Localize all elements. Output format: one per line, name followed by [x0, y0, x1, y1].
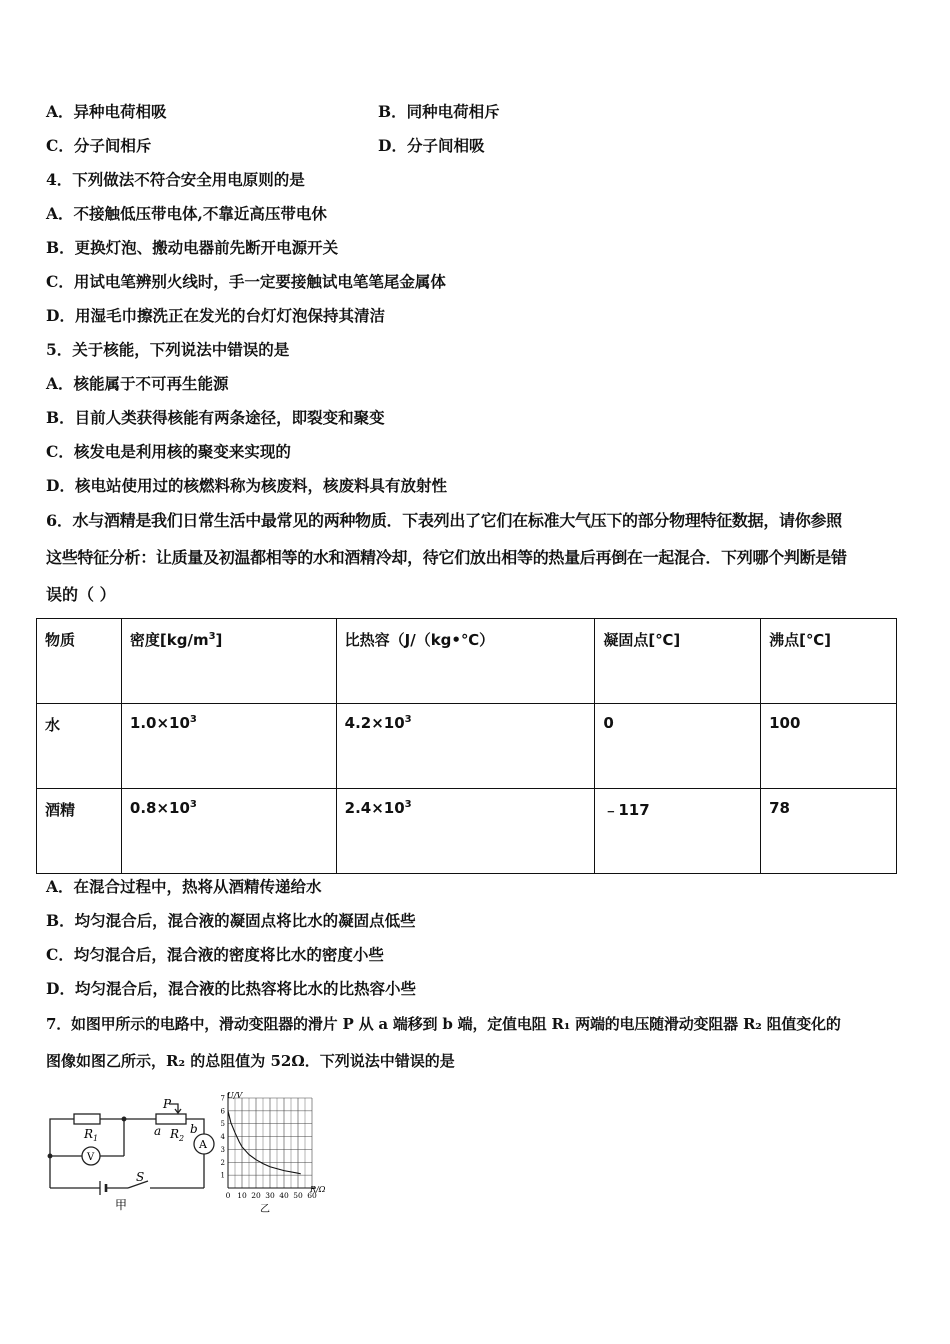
terminal-b-label: b	[190, 1122, 198, 1136]
table-row	[37, 789, 897, 874]
q3-option-a: A．异种电荷相吸	[46, 102, 167, 121]
q3-option-d: D．分子间相吸	[378, 136, 485, 155]
cell-boiling-point: 100	[761, 704, 897, 789]
q6-option-a: A．在混合过程中，热将从酒精传递给水	[46, 877, 322, 896]
q4-stem: 4．下列做法不符合安全用电原则的是	[46, 170, 305, 189]
q4-option-d: D．用湿毛巾擦洗正在发光的台灯灯泡保持其清洁	[46, 306, 385, 325]
r1-label: $R_1$	[84, 1127, 99, 1143]
q6-option-d: D．均匀混合后，混合液的比热容将比水的比热容小些	[46, 979, 416, 998]
u-r-graph	[221, 1093, 317, 1200]
x-tick-label: 30	[265, 1191, 275, 1200]
header-density: 密度$[kg/m^3]$	[121, 619, 336, 704]
voltmeter-label: V	[87, 1152, 95, 1163]
q3-option-b: B．同种电荷相斥	[378, 102, 500, 121]
y-tick-label: 2	[220, 1158, 225, 1167]
q4-option-b: B．更换灯泡、搬动电器前先断开电源开关	[46, 238, 339, 257]
cell-substance: 酒精	[37, 789, 122, 874]
q6-stem-line-2: 这些特征分析：让质量及初温都相等的水和酒精冷却，待它们放出相等的热量后再倒在一起混合．下列哪个判断是错	[46, 548, 847, 567]
q5-option-a: A．核能属于不可再生能源	[46, 374, 229, 393]
x-tick-label: 40	[279, 1191, 289, 1200]
q5-option-c: C．核发电是利用核的聚变来实现的	[46, 442, 291, 461]
q7-stem-line-1: 7．如图甲所示的电路中，滑动变阻器的滑片 P 从 a 端移到 b 端，定值电阻 R₁ 两端的电压随滑动变阻器 R₂ 阻值变化的	[46, 1015, 841, 1033]
q3-option-c: C．分子间相斥	[46, 136, 152, 155]
cell-density: $0.8\times 10^3$	[121, 789, 336, 874]
terminal-a-label: a	[154, 1124, 162, 1138]
cell-specific-heat: $4.2\times 10^3$	[336, 704, 595, 789]
y-tick-label: 7	[220, 1094, 225, 1103]
circuit-caption: 甲	[115, 1198, 128, 1212]
u-r-curve	[228, 1111, 301, 1174]
slider-p-label: P	[163, 1097, 172, 1111]
q7-stem-line-2: 图像如图乙所示，R₂ 的总阻值为 52Ω．下列说法中错误的是	[46, 1052, 455, 1070]
circuit-diagram	[48, 1104, 214, 1195]
properties-table	[36, 618, 897, 874]
header-boiling-point: 沸点[℃]	[761, 619, 897, 704]
q6-stem-line-3: 误的（ ）	[46, 585, 116, 604]
q5-stem: 5．关于核能，下列说法中错误的是	[46, 340, 290, 359]
graph-caption: 乙	[260, 1204, 270, 1215]
q5-option-b: B．目前人类获得核能有两条途径，即裂变和聚变	[46, 408, 385, 427]
cell-freezing-point: ﹣117	[595, 789, 761, 874]
cell-specific-heat: $2.4\times 10^3$	[336, 789, 595, 874]
x-tick-label: 50	[293, 1191, 303, 1200]
q5-option-d: D．核电站使用过的核燃料称为核废料，核废料具有放射性	[46, 476, 447, 495]
x-axis-label: R/Ω	[310, 1185, 326, 1194]
cell-boiling-point: 78	[761, 789, 897, 874]
y-tick-label: 6	[220, 1107, 225, 1116]
q6-option-c: C．均匀混合后，混合液的密度将比水的密度小些	[46, 945, 384, 964]
y-axis-label: U/V	[227, 1091, 243, 1100]
cell-substance: 水	[37, 704, 122, 789]
resistor-r1-symbol	[74, 1114, 100, 1124]
table-header-row	[37, 619, 897, 704]
cell-density: $1.0\times 10^3$	[121, 704, 336, 789]
y-tick-label: 1	[220, 1171, 225, 1180]
x-tick-label: 20	[251, 1191, 261, 1200]
x-tick-label: 0	[225, 1191, 231, 1200]
q6-option-b: B．均匀混合后，混合液的凝固点将比水的凝固点低些	[46, 911, 416, 930]
q4-option-c: C．用试电笔辨别火线时，手一定要接触试电笔笔尾金属体	[46, 272, 446, 291]
header-freezing-point: 凝固点[℃]	[595, 619, 761, 704]
q7-figure	[44, 1086, 334, 1216]
x-tick-label: 10	[237, 1191, 247, 1200]
x-tick-label: 60	[307, 1191, 317, 1200]
header-specific-heat: 比热容（J/（kg•℃）	[336, 619, 595, 704]
y-tick-label: 5	[220, 1120, 225, 1129]
resistor-r2-symbol	[156, 1114, 186, 1124]
ammeter-label: A	[199, 1138, 207, 1151]
q6-stem-line-1: 6．水与酒精是我们日常生活中最常见的两种物质．下表列出了它们在标准大气压下的部分物理特征数据，请你参照	[46, 511, 842, 530]
q7-figure-svg	[44, 1086, 334, 1216]
r2-label: $R_2$	[170, 1127, 185, 1143]
y-tick-label: 4	[220, 1133, 225, 1142]
q4-option-a: A．不接触低压带电体,不靠近高压带电休	[46, 204, 327, 223]
header-substance: 物质	[37, 619, 122, 704]
cell-freezing-point: 0	[595, 704, 761, 789]
table-row	[37, 704, 897, 789]
y-tick-label: 3	[220, 1145, 225, 1154]
switch-label: S	[136, 1170, 145, 1184]
